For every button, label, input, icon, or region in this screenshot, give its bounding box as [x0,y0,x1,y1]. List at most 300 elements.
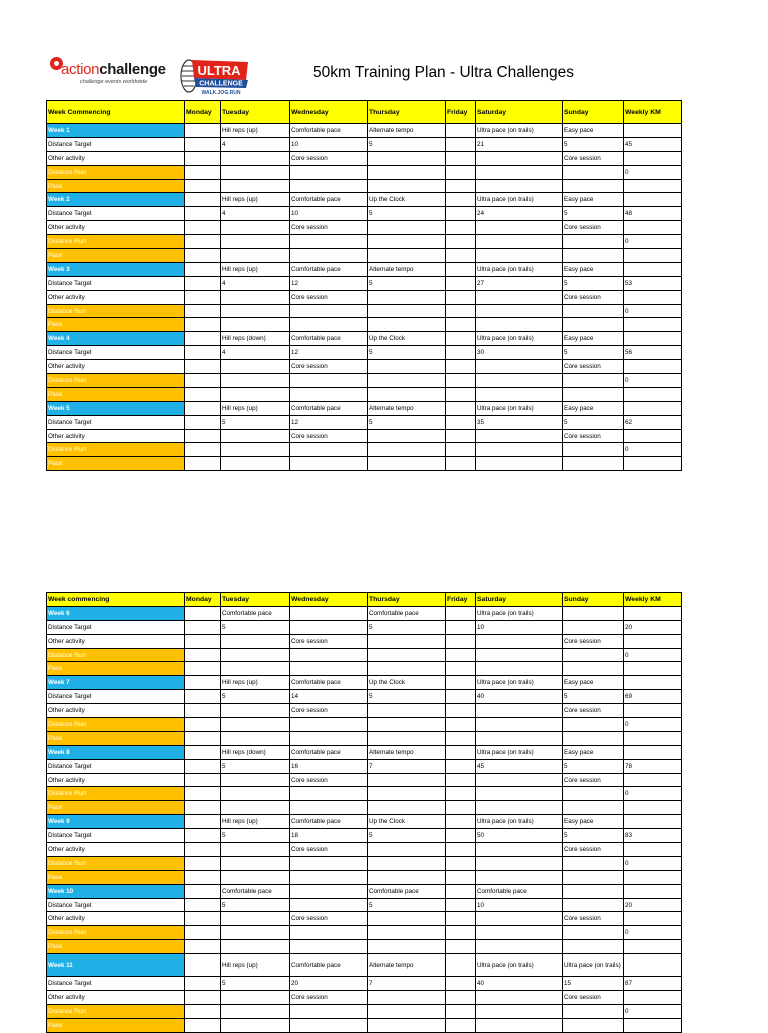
table-cell [185,165,221,179]
table-cell [368,704,446,718]
document-title: 50km Training Plan - Ultra Challenges [313,64,575,81]
table-cell [563,1004,624,1018]
table-cell: Hill reps (up) [221,124,290,138]
table-cell [185,1018,221,1032]
table-cell [476,1004,563,1018]
row-label: Pace [47,801,185,815]
table-row [47,290,682,304]
table-cell: Ultra pace (on trails) [476,401,563,415]
table-cell [476,787,563,801]
table-cell [185,443,221,457]
table-row [47,262,682,276]
table-cell: 5 [221,898,290,912]
table-cell [563,801,624,815]
table-cell [185,787,221,801]
table-cell: 20 [624,898,682,912]
table-cell: Easy pace [563,401,624,415]
table-cell [446,870,476,884]
table-cell [476,856,563,870]
table-cell [624,704,682,718]
row-label: Distance Target [47,977,185,991]
table-cell [290,235,368,249]
table-cell: 0 [624,235,682,249]
table-cell [563,1018,624,1032]
table-cell [446,235,476,249]
column-header: Weekly KM [624,101,682,124]
table-cell: 5 [563,346,624,360]
table-cell: 78 [624,759,682,773]
column-header: Wednesday [290,593,368,607]
table-cell: Comfortable pace [290,262,368,276]
table-cell [221,731,290,745]
table-cell [185,387,221,401]
table-cell [476,843,563,857]
row-label: Week 3 [47,262,185,276]
row-label: Other activity [47,704,185,718]
table-cell: 50 [476,829,563,843]
table-row [47,648,682,662]
table-cell: 5 [221,690,290,704]
table-cell [368,221,446,235]
row-label: Pace [47,731,185,745]
table-cell [446,787,476,801]
table-row [47,443,682,457]
table-row [47,662,682,676]
table-cell: Easy pace [563,332,624,346]
table-cell: 5 [563,137,624,151]
table-cell: Comfortable pace [290,332,368,346]
table-row [47,374,682,388]
table-cell [446,262,476,276]
table-cell: Ultra pace (on trails) [476,262,563,276]
table-row [47,991,682,1005]
table-row [47,606,682,620]
table-row [47,179,682,193]
table-cell: 69 [624,690,682,704]
row-label: Week 10 [47,884,185,898]
table-cell: Up the Clock [368,815,446,829]
table-row [47,926,682,940]
table-cell: Comfortable pace [290,954,368,977]
table-cell [368,249,446,263]
table-cell [290,1004,368,1018]
table-cell: Hill reps (up) [221,676,290,690]
table-cell [476,457,563,471]
header-row [47,101,682,124]
table-row [47,815,682,829]
table-cell [290,179,368,193]
table-cell: 40 [476,977,563,991]
row-label: Distance Target [47,759,185,773]
column-header: Friday [446,101,476,124]
table-cell [624,606,682,620]
table-cell: 45 [476,759,563,773]
table-cell [185,318,221,332]
table-row [47,954,682,977]
table-cell [563,318,624,332]
table-cell [563,374,624,388]
table-cell [185,401,221,415]
table-cell: 4 [221,137,290,151]
table-cell: Up the Clock [368,193,446,207]
table-cell: 87 [624,977,682,991]
table-cell [185,884,221,898]
column-header: Week commencing [47,593,185,607]
table-cell: 5 [563,415,624,429]
table-cell: Comfortable pace [290,401,368,415]
column-header: Sunday [563,593,624,607]
table-row [47,221,682,235]
table-cell: Core session [290,634,368,648]
table-row [47,676,682,690]
table-cell: 48 [624,207,682,221]
table-cell [624,457,682,471]
table-cell [446,193,476,207]
table-cell [368,235,446,249]
table-cell [221,801,290,815]
table-cell: 0 [624,856,682,870]
table-cell: 5 [368,137,446,151]
row-label: Distance Run [47,304,185,318]
table-cell [221,1004,290,1018]
table-row [47,690,682,704]
table-cell [563,304,624,318]
table-cell [368,856,446,870]
table-cell [185,290,221,304]
row-label: Distance Run [47,648,185,662]
table-cell: Ultra pace (on trails) [476,606,563,620]
table-cell [446,318,476,332]
table-cell [446,606,476,620]
table-cell [368,843,446,857]
table-cell: Core session [563,634,624,648]
table-cell [563,870,624,884]
table-cell: Hill reps (up) [221,815,290,829]
table-cell [185,634,221,648]
table-cell [563,165,624,179]
table-cell [185,856,221,870]
table-cell [221,940,290,954]
table-cell [476,374,563,388]
table-cell [290,457,368,471]
table-cell [624,387,682,401]
table-cell [290,801,368,815]
table-cell: Easy pace [563,193,624,207]
table-cell [563,718,624,732]
table-cell [624,773,682,787]
table-cell: 5 [221,977,290,991]
table-cell [476,235,563,249]
action-challenge-wordmark: actionchallenge [61,61,166,78]
table-row [47,124,682,138]
table-cell: Ultra pace (on trails) [476,745,563,759]
row-label: Other activity [47,151,185,165]
table-cell: 5 [368,898,446,912]
table-cell [476,360,563,374]
table-cell [624,676,682,690]
table-cell: Core session [290,429,368,443]
table-cell [563,787,624,801]
table-row [47,787,682,801]
table-cell [290,662,368,676]
table-cell: 4 [221,346,290,360]
table-cell: 45 [624,137,682,151]
table-cell [185,801,221,815]
row-label: Distance Run [47,235,185,249]
table-cell [446,276,476,290]
table-cell: 83 [624,829,682,843]
table-cell: 5 [221,829,290,843]
table-cell [185,221,221,235]
table-cell: 0 [624,374,682,388]
table-cell [624,991,682,1005]
row-label: Pace [47,318,185,332]
table-cell [185,262,221,276]
column-header: Wednesday [290,101,368,124]
table-cell: 5 [368,415,446,429]
table-row [47,207,682,221]
table-cell: 5 [221,759,290,773]
table-cell: 15 [563,977,624,991]
table-cell [624,221,682,235]
column-header: Week Commencing [47,101,185,124]
table-cell [221,179,290,193]
table-cell: Core session [563,221,624,235]
table-cell: Comfortable pace [476,884,563,898]
table-cell [221,718,290,732]
row-label: Distance Target [47,276,185,290]
table-cell [446,634,476,648]
row-label: Week 1 [47,124,185,138]
table-cell: 12 [290,276,368,290]
table-cell [446,977,476,991]
table-cell [624,124,682,138]
table-cell: Core session [290,704,368,718]
table-cell: Alternate tempo [368,401,446,415]
table-cell [446,731,476,745]
table-cell: 10 [290,137,368,151]
table-cell [476,151,563,165]
table-cell [185,193,221,207]
table-cell [290,787,368,801]
table-cell: 5 [563,690,624,704]
table-cell: 20 [290,977,368,991]
table-cell [446,773,476,787]
table-cell [624,954,682,977]
table-cell [476,991,563,1005]
table-cell: Comfortable pace [368,606,446,620]
table-cell [446,662,476,676]
row-label: Week 9 [47,815,185,829]
table-cell: Alternate tempo [368,262,446,276]
row-label: Distance Target [47,346,185,360]
table-cell [563,457,624,471]
table-cell [185,332,221,346]
table-cell [290,374,368,388]
table-cell: 12 [290,415,368,429]
table-cell: Core session [290,773,368,787]
row-label: Distance Target [47,137,185,151]
table-cell [563,856,624,870]
table-cell [446,884,476,898]
table-cell: Hill reps (down) [221,745,290,759]
table-cell [368,926,446,940]
table-cell: 5 [221,620,290,634]
table-cell [624,193,682,207]
table-cell: Core session [290,360,368,374]
table-cell [446,304,476,318]
table-cell [290,443,368,457]
table-cell: Core session [563,843,624,857]
table-cell [563,606,624,620]
table-cell [476,387,563,401]
table-cell [446,457,476,471]
table-cell [446,801,476,815]
table-cell [185,829,221,843]
table-cell [221,457,290,471]
table-cell [221,165,290,179]
table-cell: Easy pace [563,262,624,276]
table-cell: 20 [624,620,682,634]
table-cell [368,801,446,815]
table-cell [446,165,476,179]
table-cell [624,843,682,857]
table-cell [446,429,476,443]
table-cell [185,977,221,991]
table-cell [563,620,624,634]
ultra-logo-line3: WALK.JOG.RUN [201,90,241,96]
table-cell [221,843,290,857]
column-header: Thursday [368,101,446,124]
table-cell [446,690,476,704]
table-cell [185,249,221,263]
table-row [47,165,682,179]
table-row [47,870,682,884]
table-cell [185,648,221,662]
table-cell [185,843,221,857]
table-cell [476,773,563,787]
row-label: Pace [47,249,185,263]
table-cell [624,332,682,346]
column-header: Tuesday [221,101,290,124]
table-cell: Ultra pace (on trails) [476,193,563,207]
row-label: Distance Target [47,690,185,704]
row-label: Distance Run [47,165,185,179]
table-cell: 35 [476,415,563,429]
table-cell [563,235,624,249]
column-header: Weekly KM [624,593,682,607]
row-label: Pace [47,457,185,471]
table-cell [185,620,221,634]
row-label: Distance Run [47,374,185,388]
table-cell [185,690,221,704]
action-challenge-logo [50,57,170,91]
table-cell [368,991,446,1005]
table-cell: Core session [563,912,624,926]
table-cell: 5 [563,207,624,221]
table-cell: 56 [624,346,682,360]
table-cell: 0 [624,1004,682,1018]
table-cell: Core session [563,991,624,1005]
table-cell [446,704,476,718]
table-row [47,360,682,374]
table-cell: 30 [476,346,563,360]
table-cell [446,374,476,388]
table-cell: Hill reps (down) [221,332,290,346]
table-cell [624,745,682,759]
row-label: Week 5 [47,401,185,415]
table-cell [624,429,682,443]
table-cell [221,290,290,304]
table-cell: Up the Clock [368,676,446,690]
ultra-challenge-logo [178,56,250,98]
table-cell: Core session [563,704,624,718]
table-cell [476,718,563,732]
table-row [47,429,682,443]
row-label: Distance Target [47,829,185,843]
table-cell [221,912,290,926]
table-cell [446,843,476,857]
table-cell: Ultra pace (on trails) [476,815,563,829]
row-label: Distance Target [47,415,185,429]
table-cell [185,662,221,676]
table-cell: Core session [563,151,624,165]
table-cell: Core session [563,429,624,443]
column-header: Tuesday [221,593,290,607]
table-cell: Comfortable pace [290,124,368,138]
table-cell [476,801,563,815]
table-cell [290,318,368,332]
table-cell [446,290,476,304]
table-cell [368,387,446,401]
table-row [47,940,682,954]
table-cell [446,401,476,415]
table-cell [290,620,368,634]
table-cell [368,1018,446,1032]
table-cell: Core session [563,290,624,304]
table-cell [185,870,221,884]
table-cell [476,429,563,443]
column-header: Sunday [563,101,624,124]
action-challenge-tagline: challenge events worldwide [80,79,148,85]
table-cell [185,926,221,940]
header-row [47,593,682,607]
table-row [47,457,682,471]
table-cell [624,731,682,745]
table-row [47,387,682,401]
table-cell [446,360,476,374]
table-cell [446,759,476,773]
table-cell: Comfortable pace [290,676,368,690]
table-cell [221,926,290,940]
table-cell: 5 [221,415,290,429]
table-cell [476,1018,563,1032]
table-cell [446,898,476,912]
table-cell [446,954,476,977]
column-header: Monday [185,593,221,607]
table-cell [368,787,446,801]
table-cell [185,773,221,787]
row-label: Pace [47,1018,185,1032]
row-label: Other activity [47,843,185,857]
table-cell [624,815,682,829]
row-label: Week 6 [47,606,185,620]
row-label: Week 8 [47,745,185,759]
table-cell: Core session [290,912,368,926]
table-row [47,1018,682,1032]
table-cell: Comfortable pace [290,815,368,829]
table-cell [476,221,563,235]
